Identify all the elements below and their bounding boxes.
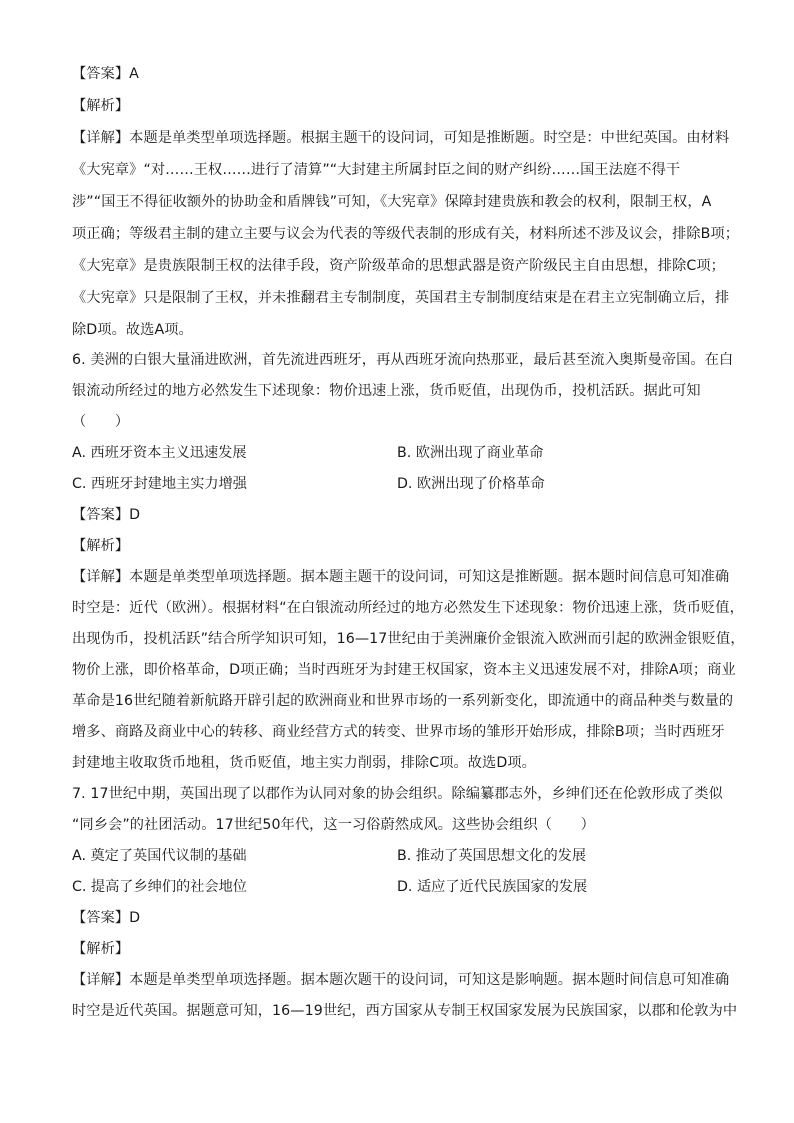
detail-line: 封建地主收取货币地租，货币贬值，地主实力削弱，排除C项。故选D项。 (72, 755, 536, 771)
detail-line: 时空是近代英国。据题意可知，16—19世纪，西方国家从专制王权国家发展为民族国家，以郡和伦敦为中 (72, 1003, 738, 1019)
detail-line: 涉”“国王不得征收额外的协助金和盾牌钱”可知，《大宪章》保障封建贵族和教会的权利，限制王权，A (72, 194, 712, 210)
detail-line: 【详解】本题是单类型单项选择题。根据主题干的设问词，可知是推断题。时空是：中世纪英国。由材料 (72, 130, 730, 146)
option-c: C. 西班牙封建地主实力增强 (72, 476, 247, 492)
detail-line: 《大宪章》只是限制了王权，并未推翻君主专制制度，英国君主专制制度结束是在君主立宪制确立后，排 (72, 290, 730, 306)
option-a: A. 奠定了英国代议制的基础 (72, 848, 247, 864)
option-c: C. 提高了乡绅们的社会地位 (72, 879, 247, 895)
detail-line: 《大宪章》“对……王权……进行了清算”“大封建主所属封臣之间的财产纠纷……国王法庭不得干 (72, 162, 681, 178)
option-a: A. 西班牙资本主义迅速发展 (72, 445, 247, 461)
analysis-label: 【解析】 (72, 98, 130, 114)
detail-line: 革命是16世纪随着新航路开辟引起的欧洲商业和世界市场的一系列新变化，即流通中的商品种类与数量的 (72, 693, 734, 709)
answer-blank: （ ） (72, 414, 130, 430)
option-b: B. 欧洲出现了商业革命 (397, 445, 544, 461)
detail-line: 除D项。故选A项。 (72, 322, 193, 338)
question-stem: 银流动所经过的地方必然发生下述现象：物价迅速上涨，货币贬值，出现伪币，投机活跃。据此可知 (72, 383, 701, 399)
detail-line: 时空是：近代（欧洲）。根据材料“在白银流动所经过的地方必然发生下述现象：物价迅速上涨，货币贬值， (72, 600, 744, 616)
question-stem: 6. 美洲的白银大量涌进欧洲，首先流进西班牙，再从西班牙流向热那亚，最后甚至流入奥斯曼帝国。在白 (72, 352, 734, 368)
question-stem: “同乡会”的社团活动。17世纪50年代，这一习俗蔚然成风。这些协会组织（ ） (72, 817, 595, 833)
analysis-label: 【解析】 (72, 538, 130, 554)
detail-line: 【详解】本题是单类型单项选择题。据本题主题干的设问词，可知这是推断题。据本题时间信息可知准确 (72, 569, 730, 585)
option-d: D. 适应了近代民族国家的发展 (397, 879, 588, 895)
detail-line: 物价上涨，即价格革命，D项正确；当时西班牙为封建王权国家，资本主义迅速发展不对，排除A项；商业 (72, 662, 736, 678)
option-d: D. 欧洲出现了价格革命 (397, 476, 545, 492)
detail-line: 增多、商路及商业中心的转移、商业经营方式的转变、世界市场的雏形开始形成，排除B项；当时西班牙 (72, 724, 725, 740)
detail-line: 项正确；等级君主制的建立主要与议会为代表的等级代表制的形成有关，材料所述不涉及议会，排除B项； (72, 226, 740, 242)
analysis-label: 【解析】 (72, 941, 130, 957)
detail-line: 出现伪币，投机活跃”结合所学知识可知，16—17世纪由于美洲廉价金银流入欧洲而引起的欧洲金银贬值， (72, 631, 745, 647)
question-stem: 7. 17世纪中期，英国出现了以郡作为认同对象的协会组织。除编纂郡志外，乡绅们还在伦敦形成了类似 (72, 786, 723, 802)
answer-label: 【答案】D (72, 910, 141, 926)
detail-line: 《大宪章》是贵族限制王权的法律手段，资产阶级革命的思想武器是资产阶级民主自由思想，排除C项； (72, 258, 725, 274)
option-b: B. 推动了英国思想文化的发展 (397, 848, 587, 864)
detail-line: 【详解】本题是单类型单项选择题。据本题次题干的设问词，可知这是影响题。据本题时间信息可知准确 (72, 972, 730, 988)
answer-label: 【答案】D (72, 507, 141, 523)
answer-label: 【答案】A (72, 66, 139, 82)
